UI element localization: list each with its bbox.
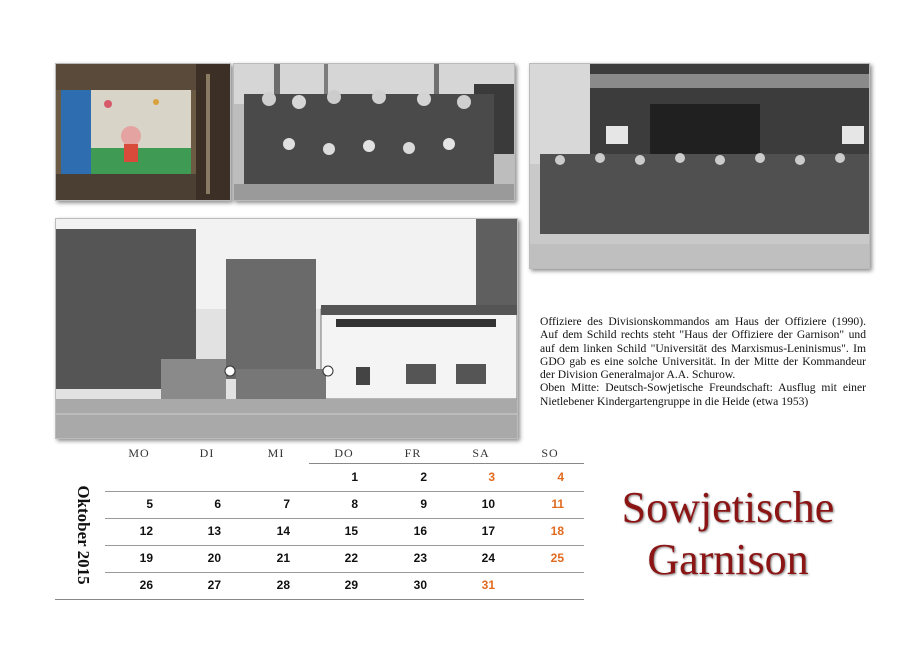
day-name-do: DO — [334, 446, 354, 460]
photo-kindergarten-excursion — [233, 63, 515, 201]
day-name-di: DI — [199, 446, 215, 460]
day-cell: 14 — [276, 524, 290, 538]
day-cell: 21 — [276, 551, 290, 565]
day-name-fr: FR — [404, 446, 422, 460]
calendar-title — [596, 482, 860, 586]
day-cell: 19 — [139, 551, 153, 565]
day-cell: 24 — [481, 551, 495, 565]
day-cell: 17 — [481, 524, 495, 538]
day-cell: 26 — [139, 578, 153, 592]
calendar-grid — [55, 444, 584, 601]
week-row — [105, 518, 584, 546]
day-cell: 7 — [283, 497, 290, 511]
week-row — [105, 572, 584, 600]
day-cell: 22 — [344, 551, 358, 565]
title-line-2: Garnison — [647, 535, 809, 584]
day-name-mi: MI — [267, 446, 285, 460]
day-cell: 27 — [207, 578, 221, 592]
photo-officers-group — [529, 63, 870, 269]
day-name-mo: MO — [128, 446, 150, 460]
calendar-bottom-rule — [55, 599, 584, 600]
day-name-so: SO — [541, 446, 559, 460]
day-cell: 9 — [420, 497, 427, 511]
month-label: Oktober 2015 — [74, 485, 93, 585]
day-cell: 29 — [344, 578, 358, 592]
day-cell: 2 — [420, 470, 427, 484]
day-cell: 30 — [413, 578, 427, 592]
day-cell: 1 — [351, 470, 358, 484]
day-cell: 18 — [550, 524, 564, 538]
week-row — [105, 545, 584, 573]
day-cell: 31 — [481, 578, 495, 592]
day-cell: 4 — [557, 470, 564, 484]
day-cell: 20 — [207, 551, 221, 565]
photo-mural-wall — [55, 63, 231, 201]
caption-paragraph-2: Oben Mitte: Deutsch-Sowjetische Freundschaft: Ausflug mit einer Nietlebener Kindergartengruppe in die Heide (etwa 1953) — [540, 381, 866, 408]
day-cell: 25 — [550, 551, 564, 565]
photo-caption — [540, 315, 866, 408]
caption-paragraph-1: Offiziere des Divisionskommandos am Haus der Offiziere (1990). Auf dem Schild rechts steht "Haus der Offiziere der Garnison" und auf dem linken Schild "Universität des Marxismus-Leninismus". Im GDO gab es eine solche Universität. In der Mitte der Kommandeur der Division Generalmajor A.A. Schurow. — [540, 315, 866, 382]
photo-garrison-gate — [55, 218, 518, 439]
day-cell: 8 — [351, 497, 358, 511]
day-cell: 15 — [344, 524, 358, 538]
day-cell: 12 — [139, 524, 153, 538]
week-row — [105, 491, 584, 519]
day-cell: 13 — [207, 524, 221, 538]
day-cell: 23 — [413, 551, 427, 565]
day-names-header — [105, 444, 584, 463]
day-cell: 11 — [551, 497, 564, 511]
week-row — [105, 464, 584, 492]
title-line-1: Sowjetische — [621, 483, 835, 532]
day-cell: 6 — [214, 497, 221, 511]
day-cell: 3 — [488, 470, 495, 484]
day-cell: 10 — [481, 497, 495, 511]
day-cell: 28 — [276, 578, 290, 592]
day-cell: 16 — [413, 524, 427, 538]
day-name-sa: SA — [472, 446, 490, 460]
day-cell: 5 — [146, 497, 153, 511]
